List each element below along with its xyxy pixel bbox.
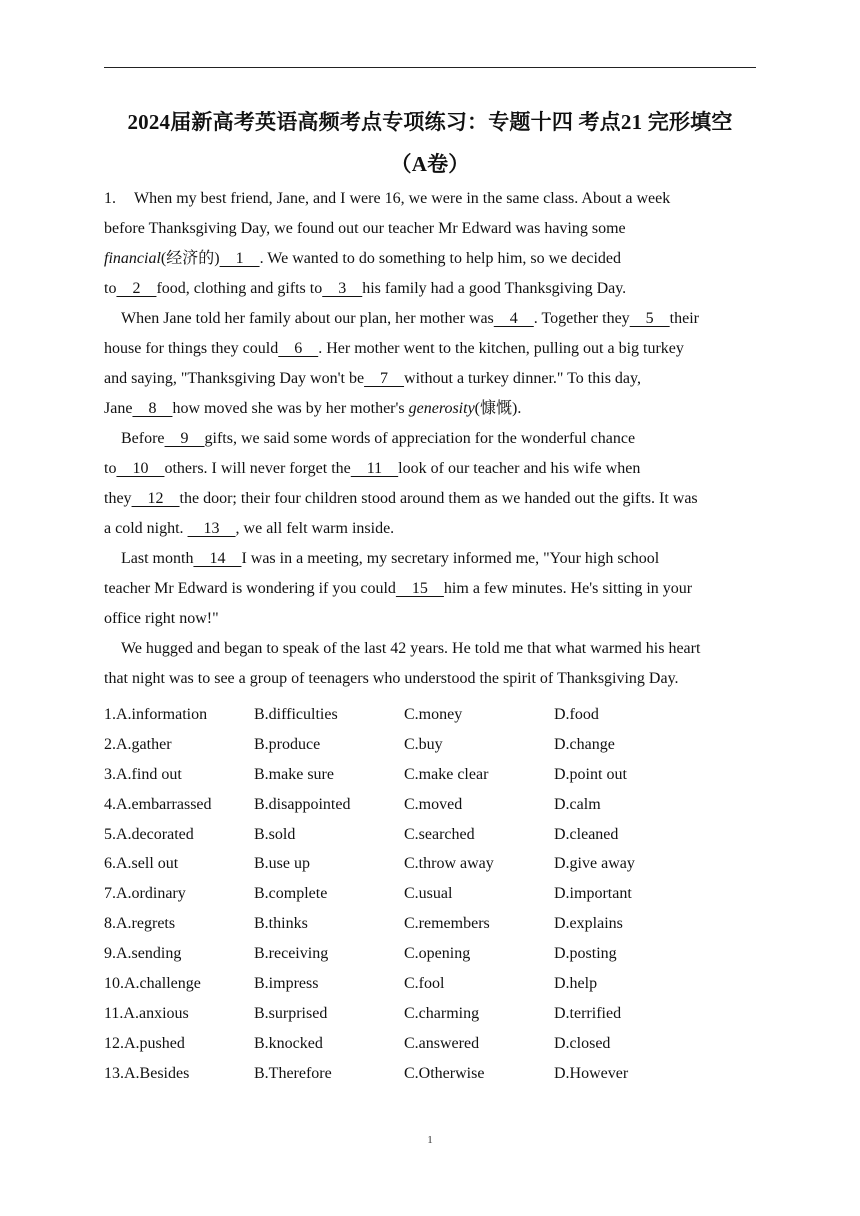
options-list bbox=[104, 700, 704, 1089]
header-rule bbox=[104, 67, 756, 68]
option-row bbox=[104, 790, 704, 820]
option-d: D.cleaned bbox=[554, 825, 619, 843]
passage-line bbox=[104, 274, 756, 304]
option-b: B.produce bbox=[254, 735, 321, 753]
blank-5: 5 bbox=[629, 310, 670, 327]
option-b: B.difficulties bbox=[254, 706, 338, 723]
option-a: 1.A.information bbox=[104, 706, 208, 723]
option-row bbox=[104, 939, 704, 969]
blank-14: 14 bbox=[193, 550, 242, 567]
option-row bbox=[104, 879, 704, 909]
option-b: B.use up bbox=[254, 855, 310, 873]
option-a: 12.A.pushed bbox=[104, 1034, 185, 1052]
passage-text: When my best friend, Jane, and I were 16, we were in the same class. About a week bbox=[134, 190, 671, 207]
passage-text: and saying, "Thanksgiving Day won't be bbox=[104, 370, 365, 387]
option-c: C.Otherwise bbox=[404, 1064, 485, 1082]
passage-text: . Her mother went to the kitchen, pulling out a big turkey bbox=[318, 340, 684, 357]
option-a: 4.A.embarrassed bbox=[104, 795, 212, 813]
option-d: D.However bbox=[554, 1064, 629, 1082]
passage-text: We hugged and began to speak of the last 42 years. He told me that what warmed his heart bbox=[121, 640, 701, 657]
option-a: 13.A.Besides bbox=[104, 1064, 190, 1082]
passage-line bbox=[104, 424, 756, 454]
option-d: D.food bbox=[554, 706, 599, 723]
passage-text: they bbox=[104, 490, 132, 507]
option-b: B.complete bbox=[254, 885, 328, 903]
option-row bbox=[104, 1029, 704, 1059]
passage-text: without a turkey dinner." To this day, bbox=[404, 370, 641, 387]
option-b: B.thinks bbox=[254, 915, 308, 933]
passage-text: teacher Mr Edward is wondering if you could bbox=[104, 580, 396, 597]
blank-13: 13 bbox=[187, 520, 236, 537]
passage-line bbox=[104, 304, 756, 334]
gloss: (经济的) bbox=[160, 250, 220, 267]
blank-9: 9 bbox=[164, 430, 205, 447]
blank-1: 1 bbox=[219, 250, 260, 267]
passage-line bbox=[104, 634, 756, 664]
passage-line bbox=[104, 544, 756, 574]
passage-text: his family had a good Thanksgiving Day. bbox=[362, 280, 627, 297]
option-d: D.explains bbox=[554, 915, 623, 933]
option-row bbox=[104, 909, 704, 939]
option-d: D.give away bbox=[554, 855, 635, 873]
passage-text: . Together they bbox=[533, 310, 630, 327]
option-c: C.moved bbox=[404, 795, 463, 813]
option-c: C.fool bbox=[404, 975, 445, 993]
passage-text: Before bbox=[121, 430, 165, 447]
passage-text: how moved she was by her mother's bbox=[172, 400, 405, 417]
option-a: 9.A.sending bbox=[104, 945, 182, 963]
option-a: 11.A.anxious bbox=[104, 1004, 189, 1022]
option-c: C.answered bbox=[404, 1034, 480, 1052]
passage-text: to bbox=[104, 460, 117, 477]
option-d: D.change bbox=[554, 735, 615, 753]
passage-line bbox=[104, 244, 756, 274]
option-b: B.disappointed bbox=[254, 795, 351, 813]
passage-line bbox=[104, 574, 756, 604]
passage-text: to bbox=[104, 280, 117, 297]
passage-line bbox=[104, 184, 756, 214]
blank-10: 10 bbox=[116, 460, 165, 477]
passage-line bbox=[104, 214, 756, 244]
option-b: B.receiving bbox=[254, 945, 329, 963]
page-subtitle: （A卷） bbox=[390, 152, 470, 176]
option-row bbox=[104, 700, 704, 730]
passage-line bbox=[104, 664, 756, 694]
option-c: C.make clear bbox=[404, 765, 489, 783]
option-a: 7.A.ordinary bbox=[104, 885, 186, 903]
passage-text: gifts, we said some words of appreciation for the wonderful chance bbox=[204, 430, 636, 447]
passage-line bbox=[104, 454, 756, 484]
passage-text: Last month bbox=[121, 550, 194, 567]
option-a: 2.A.gather bbox=[104, 735, 172, 753]
passage-line bbox=[104, 604, 756, 634]
option-c: C.remembers bbox=[404, 915, 490, 933]
passage-text: that night was to see a group of teenagers who understood the spirit of Thanksgiving Day. bbox=[104, 670, 679, 687]
passage-line bbox=[104, 484, 756, 514]
blank-2: 2 bbox=[116, 280, 157, 297]
passage-text: office right now!" bbox=[104, 610, 219, 627]
option-b: B.Therefore bbox=[254, 1064, 332, 1082]
italic-term: financial bbox=[104, 250, 161, 267]
option-c: C.throw away bbox=[404, 855, 494, 873]
option-c: C.money bbox=[404, 706, 463, 723]
option-b: B.impress bbox=[254, 975, 319, 993]
option-d: D.closed bbox=[554, 1034, 611, 1052]
option-d: D.calm bbox=[554, 795, 601, 813]
option-d: D.help bbox=[554, 975, 598, 993]
option-d: D.posting bbox=[554, 945, 617, 963]
question-number: 1. bbox=[104, 190, 116, 207]
passage-text: a cold night. bbox=[104, 520, 188, 537]
blank-3: 3 bbox=[322, 280, 363, 297]
passage-line bbox=[104, 394, 756, 424]
option-row bbox=[104, 999, 704, 1029]
passage-text: , we all felt warm inside. bbox=[235, 520, 395, 537]
option-b: B.make sure bbox=[254, 765, 334, 783]
passage-text: I was in a meeting, my secretary informed me, "Your high school bbox=[241, 550, 660, 567]
option-row bbox=[104, 1059, 704, 1089]
option-a: 3.A.find out bbox=[104, 765, 182, 783]
passage-text: others. I will never forget the bbox=[164, 460, 351, 477]
italic-term: generosity bbox=[408, 400, 475, 417]
blank-15: 15 bbox=[395, 580, 444, 597]
passage-text: . We wanted to do something to help him, so we decided bbox=[259, 250, 622, 267]
option-a: 10.A.challenge bbox=[104, 975, 201, 993]
option-c: C.usual bbox=[404, 885, 453, 903]
option-row bbox=[104, 969, 704, 999]
passage-text: look of our teacher and his wife when bbox=[398, 460, 641, 477]
option-a: 8.A.regrets bbox=[104, 915, 176, 933]
passage-text: food, clothing and gifts to bbox=[156, 280, 323, 297]
passage-line bbox=[104, 334, 756, 364]
option-c: C.buy bbox=[404, 735, 443, 753]
passage-line bbox=[104, 364, 756, 394]
blank-6: 6 bbox=[278, 340, 319, 357]
page-title: 2024届新高考英语高频考点专项练习：专题十四 考点21 完形填空 bbox=[127, 110, 733, 134]
option-row bbox=[104, 849, 704, 879]
passage-text: Jane bbox=[104, 400, 133, 417]
passage-text: him a few minutes. He's sitting in your bbox=[443, 580, 693, 597]
gloss: (慷慨). bbox=[474, 400, 522, 417]
option-b: B.surprised bbox=[254, 1004, 328, 1022]
passage-text: house for things they could bbox=[104, 340, 279, 357]
option-row bbox=[104, 820, 704, 850]
option-b: B.sold bbox=[254, 825, 296, 843]
blank-12: 12 bbox=[131, 490, 180, 507]
option-d: D.terrified bbox=[554, 1004, 622, 1022]
passage-text: before Thanksgiving Day, we found out our teacher Mr Edward was having some bbox=[104, 220, 626, 237]
option-d: D.important bbox=[554, 885, 632, 903]
passage bbox=[104, 184, 756, 694]
passage-text: their bbox=[669, 310, 699, 327]
blank-4: 4 bbox=[493, 310, 534, 327]
option-c: C.opening bbox=[404, 945, 471, 963]
passage-text: When Jane told her family about our plan, her mother was bbox=[121, 310, 494, 327]
blank-7: 7 bbox=[364, 370, 405, 387]
option-b: B.knocked bbox=[254, 1034, 323, 1052]
blank-8: 8 bbox=[132, 400, 173, 417]
option-a: 6.A.sell out bbox=[104, 855, 179, 873]
option-d: D.point out bbox=[554, 765, 627, 783]
page-number: 1 bbox=[427, 1134, 433, 1146]
blank-11: 11 bbox=[350, 460, 399, 477]
passage-line bbox=[104, 514, 756, 544]
option-row bbox=[104, 760, 704, 790]
option-c: C.charming bbox=[404, 1004, 480, 1022]
option-row bbox=[104, 730, 704, 760]
option-a: 5.A.decorated bbox=[104, 825, 194, 843]
option-c: C.searched bbox=[404, 825, 475, 843]
passage-text: the door; their four children stood around them as we handed out the gifts. It was bbox=[179, 490, 698, 507]
